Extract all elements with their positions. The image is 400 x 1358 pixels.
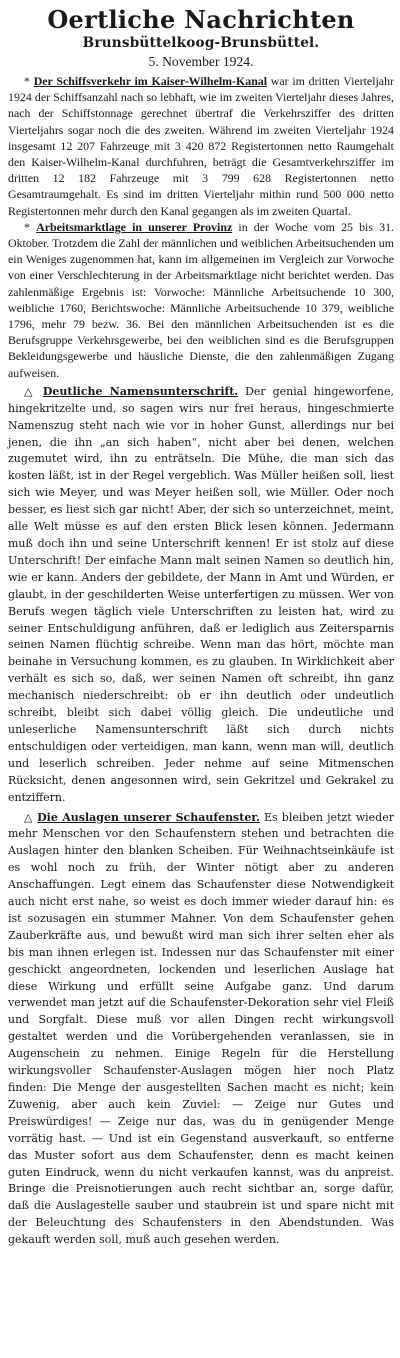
section-title: Oertliche Nachrichten [47,5,355,34]
article-kanal-verkehr [8,73,394,219]
article-body: war im dritten Vierteljahr 1924 der Schiffsanzahl nach so lebhaft, wie im zweiten Vierteljahr dieses Jahres, nach der Schiffstonnage gerechnet übertraf die Verkehrsziffer des dritten Vierteljahrs sogar noch die des zweiten. Während im zweiten Vierteljahr 1924 insgesamt 12 207 Fahrzeuge mit 3 420 872 Registertonnen netto Raumgehalt den Kaiser-Wilhelm-Kanal durchfuhren, beträgt die Gesamtverkehrsziffer im dritten 12 182 Fahrzeuge mit 3 799 628 Registertonnen netto Gesamtraumgehalt. Es sind im dritten Vierteljahr mithin rund 500 000 netto Registertonnen mehr durch den Kanal gegangen als im zweiten Quartal. [8,74,394,218]
article-paragraph [8,73,394,219]
issue-date: 5. November 1924. [148,54,254,69]
article-paragraph [8,810,394,1250]
article-headline: Der Schiffsverkehr im Kaiser-Wilhelm-Kanal [33,74,268,88]
article-headline: Deutliche Namensunterschrift. [42,384,239,398]
article-marker: △ [24,384,43,398]
masthead [8,5,394,71]
article-paragraph [8,219,394,381]
article-paragraph [8,384,394,807]
article-body: Der genial hingeworfene, hingekritzelte und, so sagen wirs nur frei heraus, hingeschmierte Namenszug steht nach wie vor in hoher Gunst, allerdings nur bei jenen, die ihn „an sich haben“, nicht aber bei denen, welchen zugemutet wird, ihn zu enträtseln. Die Mühe, die man sich das kosten läßt, ist in der Regel vergeblich. Was Müller heißen soll, liest sich wie Meyer, und was Meyer heißen soll, wie Müller. Oder noch besser, es liest sich gar nicht! Aber, der sich so unterzeichnet, meint, alle Welt müsse es auf den ersten Blick lesen können. Jedermann muß doch ihn und seine Unterschrift kennen! Er ist stolz auf diese Unterschrift! Der einfache Mann malt seinen Namen so deutlich hin, wie er kann. Anders der gebildete, der Mann in Amt und Würden, er glaubt, in der geschilderten Weise unterfertigen zu müssen. Wer von Berufs wegen täglich viele Unterschriften zu leisten hat, wird zu seiner Entschuldigung anführen, daß er lediglich aus Zeitersparnis seinen Namen flüchtig schreibe. Wenn man das hört, möchte man beinahe in Versuchung kommen, es zu glauben. In Wirklichkeit aber verhält es sich so, daß, wer seinen Namen oft schreibt, ihn ganz mechanisch niederschreibt: ob er ihn deutlich oder undeutlich schreibt, bleibt sich dabei völlig gleich. Die undeutliche und unleserliche Namensunterschrift läßt sich durch nichts entschuldigen oder verteidigen, man kann, wenn man will, deutlich und leserlich schreiben. Jeder nehme auf seine Mitmenschen Rücksicht, denen angesonnen wird, sein Gekritzel und Gekrakel zu entziffern. [8,384,395,804]
article-schaufenster [8,810,394,1250]
article-headline: Die Auslagen unserer Schaufenster. [37,810,260,824]
article-body: in der Woche vom 25 bis 31. Oktober. Trotzdem die Zahl der männlichen und weiblichen Arbeitsuchenden um ein Weniges zugenommen hat, kann im allgemeinen im Vergleich zur Vorwoche von einer Verschlechterung in der Arbeitsmarktlage nicht berichtet werden. Das zahlenmäßige Ergebnis ist: Vorwoche: Männliche Arbeitsuchende 10 300, weibliche 1760, Berichtswoche: Männliche Arbeitsuchende 10 379, weibliche 1796, mehr 79 bezw. 36. Bei den männlichen Arbeitsuchenden ist es die Berufsgruppe Verkehrsgewerbe, bei den weiblichen sind es die Berufsgruppen Bekleidungsgewerbe und häusliche Dienste, die den zahlenmäßigen Zugang aufweisen. [8,219,395,380]
article-arbeitsmarkt [8,219,394,381]
section-subtitle: Brunsbüttelkoog-Brunsbüttel. [82,35,320,51]
article-headline: Arbeitsmarktlage in unserer Provinz [36,219,233,234]
article-marker: * [24,219,37,234]
article-body: Es bleiben jetzt wieder mehr Menschen vor den Schaufenstern stehen und betrachten die Auslagen hinter den blanken Scheiben. Für Weihnachtseinkäufe ist es wohl noch zu früh, der Winter nötigt aber zu anderen Anschaffungen. Legt einem das Schaufenster diese Notwendigkeit auch nicht erst nahe, so weist es doch immer wieder darauf hin: es ist sozusagen ein stummer Mahner. Von dem Schaufenster gehen Zauberkräfte aus, und bewußt wird man sich ihrer selten eher als bis man ihnen erlegen ist. Indessen nur das Schaufenster mit einer geschickt angeordneten, lockenden und leserlichen Auslage hat diese Wirkung und erfüllt seine Aufgabe ganz. Und darum verwendet man jetzt auf die Schaufenster-Dekoration sehr viel Fleiß und Sorgfalt. Diese muß vor allen Dingen recht wirkungsvoll gestaltet werden und die Vorübergehenden veranlassen, sie in Augenschein zu nehmen. Einige Regeln für die Herstellung wirkungsvoller Schaufenster-Auslagen mögen hier noch Platz finden: Die Menge der ausgestellten Sachen macht es nicht; kein Zuwenig, aber auch kein Zuviel: — Zeige nur Gutes und Preiswürdiges! — Zeige nur das, was du in genügender Menge vorrätig hast. — Und ist ein Gegenstand ausverkauft, so entferne das Muster sofort aus dem Schaufenster, denn es macht keinen guten Eindruck, wenn du nicht verkaufen kannst, was du anpreist. Bringe die Preisnotierungen auch recht sichtbar an, sorge dafür, daß die Auslagestelle sauber und staubrein ist und spare nicht mit der Beleuchtung des Schaufensters in den Abendstunden. Was gekauft werden soll, muß auch gesehen werden. [8,810,394,1247]
article-namensunterschrift [8,384,394,807]
article-marker: △ [24,810,38,824]
article-marker: * [24,74,34,88]
